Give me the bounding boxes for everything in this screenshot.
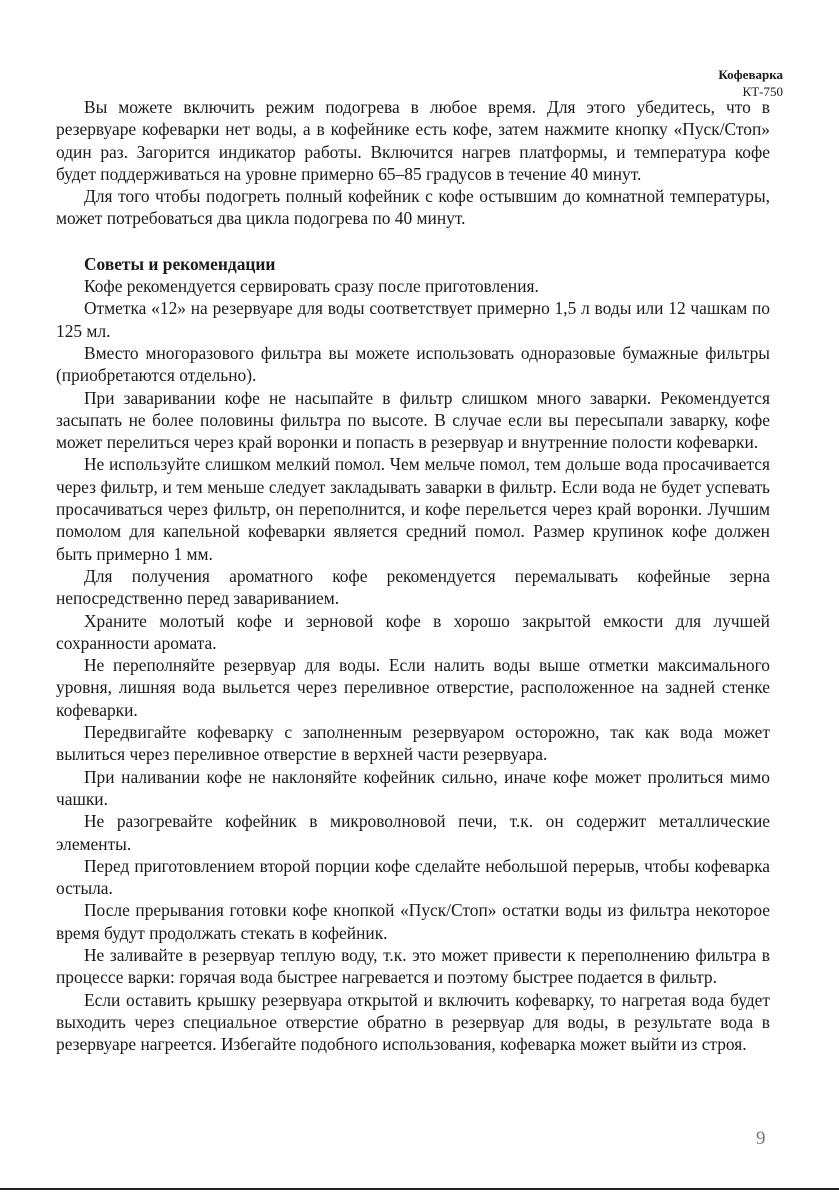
tip-paragraph: После прерывания готовки кофе кнопкой «Пуск/Стоп» остатки воды из фильтра некоторое время будут продолжать стекать в кофейник. [56, 900, 770, 943]
tip-paragraph: Передвигайте кофеварку с заполненным резервуаром осторожно, так как вода может вылиться через переливное отверстие в верхней части резервуара. [56, 722, 770, 765]
intro-paragraph: Вы можете включить режим подогрева в любое время. Для этого убедитесь, что в резервуаре кофеварки нет воды, а в кофейнике есть кофе, затем нажмите кнопку «Пуск/Стоп» один раз. Загорится индикатор работы. Включится нагрев платформы, и температура кофе будет поддерживаться на уровне примерно 65–85 градусов в течение 40 минут. [56, 97, 770, 184]
header-model: КТ-750 [742, 84, 783, 99]
page-body [56, 96, 770, 1055]
running-header [718, 66, 783, 100]
tip-paragraph: Для получения ароматного кофе рекомендуется перемалывать кофейные зерна непосредственно перед завариванием. [56, 565, 770, 609]
page-bottom-border [0, 1188, 839, 1190]
tip-paragraph: Храните молотый кофе и зерновой кофе в хорошо закрытой емкости для лучшей сохранности аромата. [56, 610, 770, 653]
tip-paragraph: Не используйте слишком мелкий помол. Чем мельче помол, тем дольше вода просачивается через фильтр, и тем меньше следует закладывать заварки в фильтр. Если вода не будет успевать просачиваться через фильтр, он переполнится, и кофе перельется через край воронки. Лучшим помолом для капельной кофеварки является средний помол. Размер крупинок кофе должен быть примерно 1 мм. [56, 454, 770, 564]
page-number: 9 [756, 1128, 766, 1149]
intro-paragraph: Для того чтобы подогреть полный кофейник с кофе остывшим до комнатной температуры, может потребоваться два цикла подогрева по 40 минут. [56, 186, 770, 229]
tip-paragraph: При наливании кофе не наклоняйте кофейник сильно, иначе кофе может пролиться мимо чашки. [56, 766, 770, 809]
section-spacer [56, 230, 770, 253]
tip-paragraph: Не переполняйте резервуар для воды. Если налить воды выше отметки максимального уровня, лишняя вода выльется через переливное отверстие, расположенное на задней стенке кофеварки. [56, 655, 770, 720]
tip-paragraph: При заваривании кофе не насыпайте в фильтр слишком много заварки. Рекомендуется засыпать не более половины фильтра по высоте. В случае если вы пересыпали заварку, кофе может перелиться через край воронки и попасть в резервуар и внутренние полости кофеварки. [56, 387, 770, 453]
tip-paragraph: Вместо многоразового фильтра вы можете использовать одноразовые бумажные фильтры (приобретаются отдельно). [56, 342, 770, 386]
header-title: Кофеварка [718, 67, 783, 82]
tip-paragraph: Отметка «12» на резервуаре для воды соответствует примерно 1,5 л воды или 12 чашкам по 125 мл. [56, 298, 770, 341]
tip-paragraph: Не разогревайте кофейник в микроволновой печи, т.к. он содержит металлические элементы. [56, 811, 770, 854]
tip-paragraph: Перед приготовлением второй порции кофе сделайте небольшой перерыв, чтобы кофеварка остыла. [56, 855, 770, 899]
tip-paragraph: Если оставить крышку резервуара открытой и включить кофеварку, то нагретая вода будет выходить через специальное отверстие обратно в резервуар для воды, в результате вода в резервуаре нагреется. Избегайте подобного использования, кофеварка может выйти из строя. [56, 989, 770, 1055]
tip-paragraph: Не заливайте в резервуар теплую воду, т.к. это может привести к переполнению фильтра в процессе варки: горячая вода быстрее нагревается и поэтому быстрее подается в фильтр. [56, 944, 770, 988]
tip-paragraph: Кофе рекомендуется сервировать сразу после приготовления. [84, 276, 539, 297]
section-heading: Советы и рекомендации [84, 253, 276, 274]
